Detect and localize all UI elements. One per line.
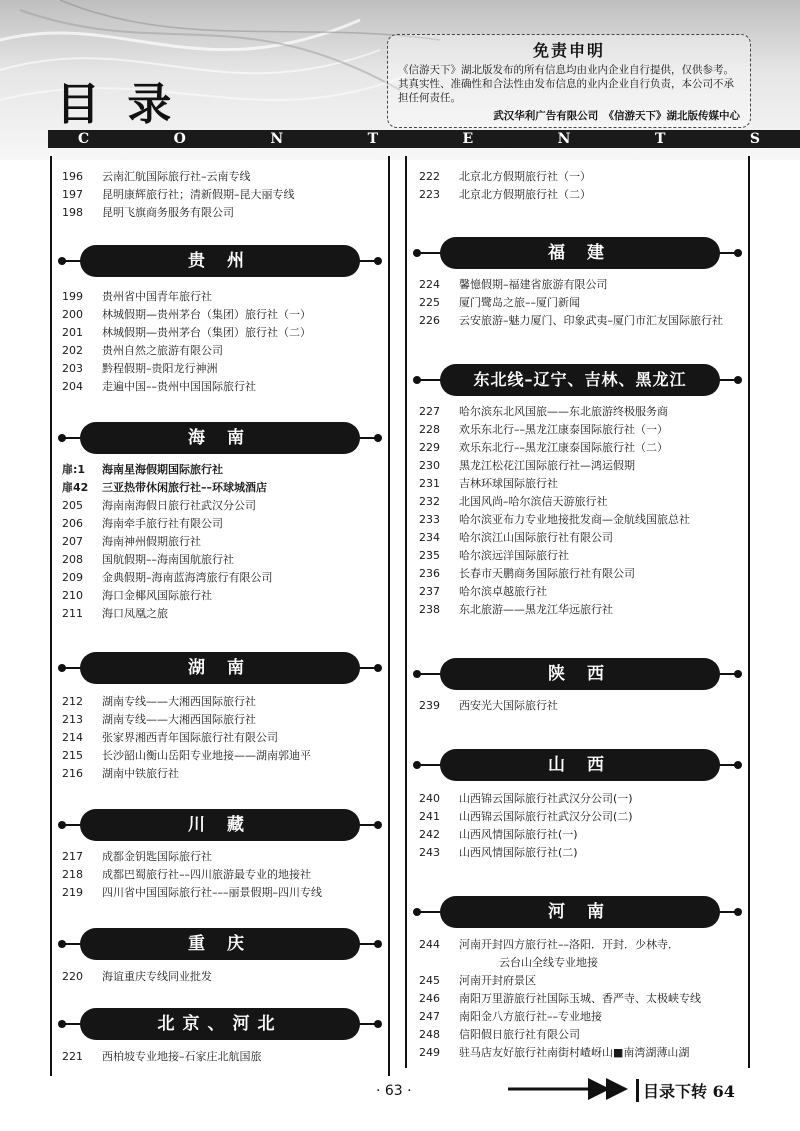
entry-title: 张家界湘西青年国际旅行社有限公司 <box>102 731 278 744</box>
contents-banner <box>48 130 800 148</box>
entry-title: 金典假期–海南蓝海湾旅行有限公司 <box>102 571 273 584</box>
section-title: 东北线–辽宁、吉林、黑龙江 <box>440 364 720 396</box>
contents-letter: O <box>173 131 186 147</box>
entry-title: 云安旅游–魅力厦门、印象武夷–厦门市汇友国际旅行社 <box>459 314 723 327</box>
toc-entry[interactable] <box>419 601 613 619</box>
entry-title: 欢乐东北行––黑龙江康泰国际旅行社（二） <box>459 441 668 454</box>
entry-title: 云台山全线专业地接 <box>499 956 598 969</box>
toc-entry[interactable] <box>459 954 598 972</box>
bullet-dot-icon <box>734 376 742 384</box>
section-title: 河 南 <box>440 896 720 928</box>
contents-letter: E <box>462 131 474 147</box>
next-arrow-icon <box>508 1076 632 1102</box>
entry-title: 湖南中铁旅行社 <box>102 767 179 780</box>
page-ref: 223 <box>419 188 440 201</box>
page-ref: 229 <box>419 441 440 454</box>
section-title: 重 庆 <box>80 928 360 960</box>
toc-entry[interactable] <box>62 968 212 986</box>
toc-entry[interactable] <box>419 1008 602 1026</box>
entry-title: 三亚热带休闲旅行社––环球城酒店 <box>102 481 267 494</box>
toc-entry[interactable] <box>62 569 273 587</box>
toc-entry[interactable] <box>419 808 633 826</box>
page-ref: 226 <box>419 314 440 327</box>
section-header <box>60 1014 380 1034</box>
entry-title: 欢乐东北行––黑龙江康泰国际旅行社（一） <box>459 423 668 436</box>
section-header <box>415 902 740 922</box>
toc-entry[interactable] <box>62 884 322 902</box>
toc-entry[interactable] <box>419 421 668 439</box>
entry-title: 河南开封府景区 <box>459 974 536 987</box>
column-rule <box>50 156 52 1076</box>
page-ref: 236 <box>419 567 440 580</box>
section-header <box>60 658 380 678</box>
bullet-dot-icon <box>413 376 421 384</box>
toc-entry[interactable] <box>419 547 569 565</box>
page-ref: 227 <box>419 405 440 418</box>
toc-entry[interactable] <box>419 493 608 511</box>
toc-entry[interactable] <box>62 168 251 186</box>
bullet-dot-icon <box>58 940 66 948</box>
entry-title: 山西锦云国际旅行社武汉分公司(一) <box>459 792 633 805</box>
toc-entry[interactable] <box>419 439 668 457</box>
contents-letter: N <box>557 131 571 147</box>
page-ref: 239 <box>419 699 440 712</box>
section-title: 北京、河北 <box>80 1008 360 1040</box>
toc-entry[interactable] <box>419 790 633 808</box>
toc-entry[interactable] <box>419 457 635 475</box>
page-ref: 206 <box>62 517 83 530</box>
page-ref: 208 <box>62 553 83 566</box>
entry-title: 海南星海假期国际旅行社 <box>102 463 223 476</box>
contents-letter: N <box>270 131 284 147</box>
page-ref: 240 <box>419 792 440 805</box>
bullet-dot-icon <box>58 664 66 672</box>
entry-title: 长春市天鹏商务国际旅行社有限公司 <box>459 567 635 580</box>
page-ref: 197 <box>62 188 83 201</box>
page-ref: 207 <box>62 535 83 548</box>
entry-title: 河南开封四方旅行社––洛阳．开封．少林寺． <box>459 938 679 951</box>
bullet-dot-icon <box>413 670 421 678</box>
toc-entry[interactable] <box>419 475 558 493</box>
toc-entry[interactable] <box>62 497 256 515</box>
toc-entry[interactable] <box>419 511 690 529</box>
toc-entry[interactable] <box>62 533 201 551</box>
entry-title: 云南汇航国际旅行社–云南专线 <box>102 170 251 183</box>
page-ref: 211 <box>62 607 83 620</box>
page-ref: 238 <box>419 603 440 616</box>
page-ref: 200 <box>62 308 83 321</box>
page-ref: 210 <box>62 589 83 602</box>
entry-title: 信阳假日旅行社有限公司 <box>459 1028 580 1041</box>
entry-title: 山西风情国际旅行社(二) <box>459 846 578 859</box>
toc-entry[interactable] <box>62 551 234 569</box>
page-ref: 198 <box>62 206 83 219</box>
page-ref: 199 <box>62 290 83 303</box>
bullet-dot-icon <box>374 940 382 948</box>
toc-entry[interactable] <box>62 515 223 533</box>
toc-entry[interactable] <box>62 461 223 479</box>
page-ref: 216 <box>62 767 83 780</box>
section-title: 川 藏 <box>80 809 360 841</box>
entry-title: 海南牵手旅行社有限公司 <box>102 517 223 530</box>
page-ref: 221 <box>62 1050 83 1063</box>
page-ref: 235 <box>419 549 440 562</box>
page-ref: 231 <box>419 477 440 490</box>
toc-entry[interactable] <box>419 990 701 1008</box>
page-ref: 214 <box>62 731 83 744</box>
section-title: 湖 南 <box>80 652 360 684</box>
disclaimer-title: 免责申明 <box>532 41 605 60</box>
entry-title: 湖南专线——大湘西国际旅行社 <box>102 713 256 726</box>
disclaimer-signature: 武汉华利广告有限公司 《信游天下》湖北版传媒中心 <box>493 110 740 122</box>
page-ref: 扉:1 <box>62 463 86 476</box>
toc-entry[interactable] <box>419 168 591 186</box>
entry-title: 吉林环球国际旅行社 <box>459 477 558 490</box>
bullet-dot-icon <box>734 670 742 678</box>
page-ref: 222 <box>419 170 440 183</box>
entry-title: 湖南专线——大湘西国际旅行社 <box>102 695 256 708</box>
page-ref: 204 <box>62 380 83 393</box>
toc-entry[interactable] <box>419 276 608 294</box>
toc-entry[interactable] <box>62 848 212 866</box>
bullet-dot-icon <box>374 1020 382 1028</box>
column-rule <box>405 156 407 1068</box>
entry-title: 贵州省中国青年旅行社 <box>102 290 212 303</box>
toc-entry[interactable] <box>62 729 278 747</box>
entry-title: 哈尔滨远洋国际旅行社 <box>459 549 569 562</box>
toc-entry[interactable] <box>62 765 179 783</box>
entry-title: 哈尔滨江山国际旅行社有限公司 <box>459 531 613 544</box>
section-header <box>415 243 740 263</box>
entry-title: 海口金椰风国际旅行社 <box>102 589 212 602</box>
bullet-dot-icon <box>58 434 66 442</box>
toc-entry[interactable] <box>419 826 578 844</box>
bullet-dot-icon <box>374 664 382 672</box>
entry-title: 山西锦云国际旅行社武汉分公司(二) <box>459 810 633 823</box>
entry-title: 海谊重庆专线同业批发 <box>102 970 212 983</box>
page-ref: 242 <box>419 828 440 841</box>
toc-entry[interactable] <box>419 1026 580 1044</box>
toc-entry[interactable] <box>62 747 311 765</box>
toc-entry[interactable] <box>62 288 212 306</box>
entry-title: 成都巴蜀旅行社––四川旅游最专业的地接社 <box>102 868 311 881</box>
entry-title: 林城假期—贵州茅台（集团）旅行社（一） <box>102 308 311 321</box>
toc-entry[interactable] <box>419 565 635 583</box>
page-ref: 213 <box>62 713 83 726</box>
entry-title: 黔程假期–贵阳龙行神洲 <box>102 362 218 375</box>
entry-title: 北京北方假期旅行社（二） <box>459 188 591 201</box>
page-title: 目 录 <box>56 79 178 130</box>
bullet-dot-icon <box>58 821 66 829</box>
entry-title: 厦门鹭岛之旅––厦门新闻 <box>459 296 580 309</box>
entry-title: 山西风情国际旅行社(一) <box>459 828 578 841</box>
entry-title: 哈尔滨卓越旅行社 <box>459 585 547 598</box>
entry-title: 昆明飞旗商务服务有限公司 <box>102 206 234 219</box>
page-ref: 241 <box>419 810 440 823</box>
page-ref: 248 <box>419 1028 440 1041</box>
entry-title: 黑龙江松花江国际旅行社—鸿运假期 <box>459 459 635 472</box>
entry-title: 贵州自然之旅游有限公司 <box>102 344 223 357</box>
toc-entry[interactable] <box>62 587 212 605</box>
section-header <box>415 755 740 775</box>
toc-entry[interactable] <box>419 936 679 954</box>
section-title: 陕 西 <box>440 658 720 690</box>
page-ref: 228 <box>419 423 440 436</box>
contents-letter: C <box>78 131 90 147</box>
section-header <box>60 428 380 448</box>
entry-title: 林城假期—贵州茅台（集团）旅行社（二） <box>102 326 311 339</box>
section-header <box>60 251 380 271</box>
bullet-dot-icon <box>58 1020 66 1028</box>
toc-entry[interactable] <box>62 479 267 497</box>
bullet-dot-icon <box>734 249 742 257</box>
page-ref: 扉42 <box>62 481 89 494</box>
disclaimer-body: 《信游天下》湖北版发布的所有信息均由业内企业自行提供，仅供参考。其真实性、准确性和合法性由发布信息的业内企业自行负责，本公司不承担任何责任。 <box>398 64 734 104</box>
bullet-dot-icon <box>374 434 382 442</box>
section-title: 福 建 <box>440 237 720 269</box>
page-ref: 209 <box>62 571 83 584</box>
bullet-dot-icon <box>413 249 421 257</box>
entry-title: 海南神州假期旅行社 <box>102 535 201 548</box>
toc-entry[interactable] <box>62 1048 262 1066</box>
toc-entry[interactable] <box>419 294 580 312</box>
page-ref: 218 <box>62 868 83 881</box>
toc-entry[interactable] <box>419 972 536 990</box>
toc-entry[interactable] <box>419 844 578 862</box>
entry-title: 哈尔滨东北风国旅——东北旅游终极服务商 <box>459 405 668 418</box>
entry-title: 东北旅游——黑龙江华远旅行社 <box>459 603 613 616</box>
page-ref: 202 <box>62 344 83 357</box>
page-ref: 245 <box>419 974 440 987</box>
page-number: · 63 · <box>376 1083 412 1099</box>
section-title: 海 南 <box>80 422 360 454</box>
page-ref: 217 <box>62 850 83 863</box>
bullet-dot-icon <box>58 257 66 265</box>
bullet-dot-icon <box>374 257 382 265</box>
section-header <box>415 370 740 390</box>
column-rule <box>388 156 390 1076</box>
page-ref: 246 <box>419 992 440 1005</box>
page-ref: 220 <box>62 970 83 983</box>
toc-entry[interactable] <box>62 204 234 222</box>
toc-entry[interactable] <box>62 306 311 324</box>
section-header <box>60 815 380 835</box>
page-ref: 232 <box>419 495 440 508</box>
entry-title: 成都金钥匙国际旅行社 <box>102 850 212 863</box>
section-title: 贵 州 <box>80 245 360 277</box>
toc-entry[interactable] <box>419 186 591 204</box>
page-ref: 230 <box>419 459 440 472</box>
page-ref: 205 <box>62 499 83 512</box>
entry-title: 南阳金八方旅行社––专业地接 <box>459 1010 602 1023</box>
page-ref: 224 <box>419 278 440 291</box>
column-rule <box>748 156 750 1068</box>
entry-title: 馨憶假期–福建省旅游有限公司 <box>459 278 608 291</box>
toc-entry[interactable] <box>419 697 558 715</box>
entry-title: 西安光大国际旅行社 <box>459 699 558 712</box>
page-ref: 237 <box>419 585 440 598</box>
contents-letter: T <box>654 131 666 147</box>
page-ref: 212 <box>62 695 83 708</box>
page-ref: 203 <box>62 362 83 375</box>
toc-entry[interactable] <box>62 186 295 204</box>
entry-title: 北国风尚–哈尔滨信天游旅行社 <box>459 495 608 508</box>
bullet-dot-icon <box>734 908 742 916</box>
toc-entry[interactable] <box>62 324 311 342</box>
page-ref: 243 <box>419 846 440 859</box>
right-column <box>405 156 750 1068</box>
page-ref: 249 <box>419 1046 440 1059</box>
bullet-dot-icon <box>734 761 742 769</box>
entry-title: 海口凤凰之旅 <box>102 607 168 620</box>
section-header <box>60 934 380 954</box>
section-header <box>415 664 740 684</box>
toc-entry[interactable] <box>62 866 311 884</box>
page-ref: 244 <box>419 938 440 951</box>
entry-title: 走遍中国––贵州中国国际旅行社 <box>102 380 256 393</box>
contents-letter: T <box>367 131 379 147</box>
page-ref: 225 <box>419 296 440 309</box>
toc-entry[interactable] <box>419 529 613 547</box>
entry-title: 北京北方假期旅行社（一） <box>459 170 591 183</box>
page-ref: 219 <box>62 886 83 899</box>
entry-title: 西柏坡专业地接–石家庄北航国旅 <box>102 1050 262 1063</box>
entry-title: 海南南海假日旅行社武汉分公司 <box>102 499 256 512</box>
toc-entry[interactable] <box>419 1044 689 1062</box>
toc-entry[interactable] <box>62 605 168 623</box>
page-ref: 196 <box>62 170 83 183</box>
page-ref: 233 <box>419 513 440 526</box>
entry-title: 哈尔滨亚布力专业地接批发商—金航线国旅总社 <box>459 513 690 526</box>
entry-title: 四川省中国国际旅行社–––丽景假期–四川专线 <box>102 886 322 899</box>
left-column <box>50 156 390 1076</box>
disclaimer-box <box>387 34 751 128</box>
continued-note[interactable]: 目录下转 64 <box>636 1079 735 1102</box>
bullet-dot-icon <box>413 908 421 916</box>
page-header <box>0 0 800 160</box>
page-ref: 234 <box>419 531 440 544</box>
entry-title: 驻马店友好旅行社南街村嵖岈山■南湾湖薄山湖 <box>459 1046 690 1059</box>
contents-letter: S <box>749 131 760 147</box>
page-ref: 247 <box>419 1010 440 1023</box>
toc-entry[interactable] <box>62 711 256 729</box>
page-ref: 215 <box>62 749 83 762</box>
toc-entry[interactable] <box>419 403 668 421</box>
toc-entry[interactable] <box>62 360 218 378</box>
bullet-dot-icon <box>374 821 382 829</box>
toc-entry[interactable] <box>62 342 223 360</box>
toc-entry[interactable] <box>419 312 723 330</box>
toc-entry[interactable] <box>62 378 256 396</box>
section-title: 山 西 <box>440 749 720 781</box>
entry-title: 昆明康辉旅行社；清新假期–昆大丽专线 <box>102 188 295 201</box>
toc-entry[interactable] <box>62 693 256 711</box>
page-ref: 201 <box>62 326 83 339</box>
entry-title: 长沙韶山衡山岳阳专业地接——湖南郭迪平 <box>102 749 311 762</box>
entry-title: 南阳万里游旅行社国际玉城、香严寺、太极峡专线 <box>459 992 701 1005</box>
toc-entry[interactable] <box>419 583 547 601</box>
bullet-dot-icon <box>413 761 421 769</box>
entry-title: 国航假期––海南国航旅行社 <box>102 553 234 566</box>
